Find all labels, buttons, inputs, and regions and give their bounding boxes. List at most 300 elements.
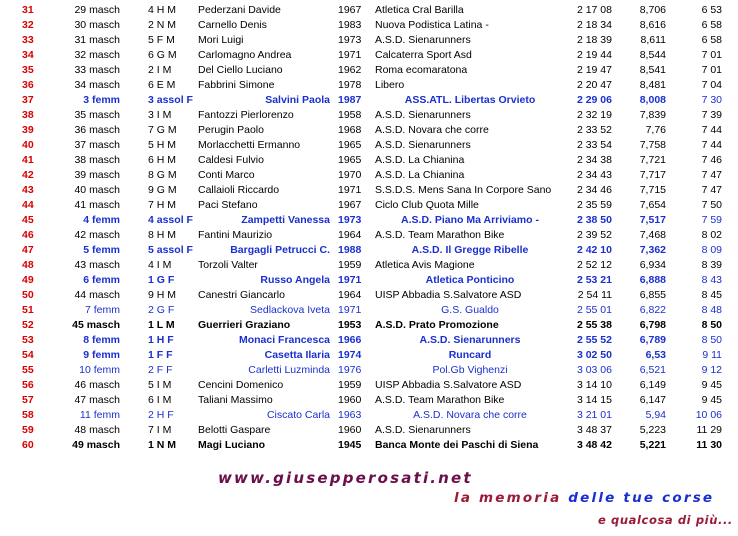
club-cell: S.S.D.S. Mens Sana In Corpore Sano — [375, 184, 552, 196]
speed-cell: 6,789 — [639, 334, 666, 346]
finish-time-cell: 3 21 01 — [576, 409, 612, 421]
category-rank-cell: 6 femm — [83, 274, 120, 286]
finish-time-cell: 2 34 46 — [576, 184, 612, 196]
position-cell: 44 — [22, 199, 34, 211]
age-group-rank-cell: 1 G F — [148, 274, 175, 286]
pace-cell: 6 53 — [701, 4, 722, 16]
table-row — [0, 18, 738, 33]
category-rank-cell: 38 masch — [74, 154, 120, 166]
birth-year-cell: 1968 — [338, 124, 362, 136]
athlete-name-cell: Ciscato Carla — [266, 409, 330, 421]
finish-time-cell: 2 34 43 — [576, 169, 612, 181]
club-cell: Banca Monte dei Paschi di Siena — [375, 439, 539, 451]
birth-year-cell: 1960 — [338, 394, 362, 406]
finish-time-cell: 3 02 50 — [576, 349, 612, 361]
club-cell: A.S.D. Il Gregge Ribelle — [411, 244, 529, 256]
table-row — [0, 123, 738, 138]
pace-cell: 9 11 — [702, 349, 722, 361]
speed-cell: 8,481 — [639, 79, 666, 91]
age-group-rank-cell: 2 H F — [148, 409, 174, 421]
club-cell: A.S.D. Team Marathon Bike — [375, 394, 505, 406]
category-rank-cell: 11 femm — [79, 409, 120, 421]
athlete-name-cell: Paci Stefano — [198, 199, 258, 211]
age-group-rank-cell: 8 G M — [148, 169, 177, 181]
athlete-name-cell: Fantozzi Pierlorenzo — [198, 109, 294, 121]
pace-cell: 7 01 — [701, 64, 722, 76]
athlete-name-cell: Morlacchetti Ermanno — [198, 139, 301, 151]
birth-year-cell: 1978 — [338, 79, 362, 91]
birth-year-cell: 1959 — [338, 259, 362, 271]
table-row — [0, 258, 738, 273]
pace-cell: 8 09 — [701, 244, 722, 256]
category-rank-cell: 5 femm — [83, 244, 120, 256]
category-rank-cell: 46 masch — [74, 379, 120, 391]
table-row — [0, 363, 738, 378]
birth-year-cell: 1976 — [338, 364, 362, 376]
athlete-name-cell: Magi Luciano — [198, 439, 266, 451]
athlete-name-cell: Carnello Denis — [198, 19, 267, 31]
finish-time-cell: 3 03 06 — [576, 364, 612, 376]
pace-cell: 6 58 — [701, 34, 722, 46]
pace-cell: 9 12 — [701, 364, 722, 376]
club-cell: A.S.D. La Chianina — [375, 169, 465, 181]
category-rank-cell: 9 femm — [83, 349, 120, 361]
club-cell: Libero — [375, 79, 405, 91]
age-group-rank-cell: 6 E M — [148, 79, 176, 91]
position-cell: 52 — [22, 319, 34, 331]
pace-cell: 7 44 — [701, 139, 722, 151]
pace-cell: 7 44 — [701, 124, 722, 136]
position-cell: 54 — [22, 349, 34, 361]
category-rank-cell: 7 femm — [84, 304, 120, 316]
athlete-name-cell: Conti Marco — [198, 169, 255, 181]
athlete-name-cell: Russo Angela — [260, 274, 330, 286]
athlete-name-cell: Callaioli Riccardo — [198, 184, 280, 196]
club-cell: UISP Abbadia S.Salvatore ASD — [375, 289, 522, 301]
finish-time-cell: 2 52 12 — [576, 259, 612, 271]
table-row — [0, 198, 738, 213]
category-rank-cell: 45 masch — [72, 319, 120, 331]
age-group-rank-cell: 1 F F — [148, 349, 173, 361]
age-group-rank-cell: 9 G M — [148, 184, 177, 196]
category-rank-cell: 40 masch — [74, 184, 120, 196]
age-group-rank-cell: 4 assol F — [148, 214, 193, 226]
position-cell: 48 — [22, 259, 34, 271]
finish-time-cell: 2 42 10 — [576, 244, 612, 256]
athlete-name-cell: Salvini Paola — [265, 94, 330, 106]
table-row — [0, 3, 738, 18]
athlete-name-cell: Cencini Domenico — [198, 379, 284, 391]
birth-year-cell: 1987 — [338, 94, 362, 106]
birth-year-cell: 1964 — [338, 289, 362, 301]
finish-time-cell: 3 14 10 — [576, 379, 612, 391]
age-group-rank-cell: 9 H M — [148, 289, 177, 301]
category-rank-cell: 8 femm — [83, 334, 120, 346]
club-cell: Atletica Cral Barilla — [375, 4, 464, 16]
position-cell: 53 — [22, 334, 34, 346]
position-cell: 38 — [22, 109, 34, 121]
table-row — [0, 393, 738, 408]
table-row — [0, 108, 738, 123]
age-group-rank-cell: 5 H M — [148, 139, 177, 151]
speed-cell: 6,855 — [639, 289, 666, 301]
age-group-rank-cell: 6 G M — [148, 49, 177, 61]
speed-cell: 8,541 — [639, 64, 666, 76]
club-cell: A.S.D. Prato Promozione — [375, 319, 499, 331]
category-rank-cell: 3 femm — [83, 94, 120, 106]
birth-year-cell: 1967 — [338, 4, 362, 16]
speed-cell: 5,221 — [639, 439, 666, 451]
pace-cell: 7 47 — [701, 169, 722, 181]
birth-year-cell: 1960 — [338, 424, 362, 436]
category-rank-cell: 41 masch — [74, 199, 120, 211]
athlete-name-cell: Carlomagno Andrea — [198, 49, 292, 61]
finish-time-cell: 2 55 01 — [576, 304, 612, 316]
pace-cell: 7 01 — [701, 49, 722, 61]
club-cell: Pol.Gb Vighenzi — [432, 364, 508, 376]
finish-time-cell: 2 17 08 — [576, 4, 612, 16]
birth-year-cell: 1962 — [338, 64, 362, 76]
club-cell: A.S.D. Novara che corre — [375, 124, 489, 136]
athlete-name-cell: Fabbrini Simone — [198, 79, 275, 91]
table-row — [0, 48, 738, 63]
speed-cell: 6,822 — [639, 304, 666, 316]
athlete-name-cell: Bargagli Petrucci C. — [230, 244, 330, 256]
pace-cell: 9 45 — [701, 394, 722, 406]
club-cell: Calcaterra Sport Asd — [375, 49, 472, 61]
table-row — [0, 33, 738, 48]
category-rank-cell: 10 femm — [79, 364, 120, 376]
birth-year-cell: 1953 — [338, 319, 362, 331]
table-row — [0, 288, 738, 303]
club-cell: A.S.D. Novara che corre — [413, 409, 527, 421]
subline: e qualcosa di più... — [598, 513, 733, 527]
pace-cell: 7 39 — [701, 109, 722, 121]
age-group-rank-cell: 7 H M — [148, 199, 177, 211]
speed-cell: 6,888 — [639, 274, 666, 286]
athlete-name-cell: Sedlackova Iveta — [250, 304, 330, 316]
age-group-rank-cell: 3 assol F — [148, 94, 193, 106]
finish-time-cell: 3 14 15 — [576, 394, 612, 406]
pace-cell: 8 45 — [701, 289, 722, 301]
category-rank-cell: 32 masch — [74, 49, 120, 61]
category-rank-cell: 42 masch — [74, 229, 120, 241]
club-cell: G.S. Gualdo — [441, 304, 499, 316]
finish-time-cell: 2 38 50 — [576, 214, 612, 226]
birth-year-cell: 1964 — [338, 229, 362, 241]
finish-time-cell: 2 55 52 — [576, 334, 612, 346]
age-group-rank-cell: 5 assol F — [148, 244, 193, 256]
club-cell: A.S.D. Sienarunners — [419, 334, 521, 346]
age-group-rank-cell: 6 H M — [148, 154, 177, 166]
birth-year-cell: 1974 — [338, 349, 362, 361]
athlete-name-cell: Carletti Luzminda — [248, 364, 330, 376]
club-cell: A.S.D. Sienarunners — [375, 139, 471, 151]
site-url[interactable]: www.giusepperosati.net — [218, 469, 473, 487]
position-cell: 32 — [22, 19, 34, 31]
pace-cell: 8 48 — [701, 304, 722, 316]
position-cell: 55 — [22, 364, 34, 376]
category-rank-cell: 43 masch — [74, 259, 120, 271]
category-rank-cell: 47 masch — [74, 394, 120, 406]
category-rank-cell: 36 masch — [74, 124, 120, 136]
finish-time-cell: 2 35 59 — [576, 199, 612, 211]
position-cell: 59 — [22, 424, 34, 436]
birth-year-cell: 1967 — [338, 199, 362, 211]
category-rank-cell: 31 masch — [74, 34, 120, 46]
table-row — [0, 93, 738, 108]
table-row — [0, 318, 738, 333]
category-rank-cell: 44 masch — [74, 289, 120, 301]
age-group-rank-cell: 4 I M — [148, 259, 172, 271]
pace-cell: 7 59 — [701, 214, 722, 226]
club-cell: A.S.D. Sienarunners — [375, 424, 471, 436]
birth-year-cell: 1965 — [338, 139, 362, 151]
pace-cell: 7 46 — [701, 154, 722, 166]
table-row — [0, 348, 738, 363]
finish-time-cell: 2 18 39 — [576, 34, 612, 46]
birth-year-cell: 1965 — [338, 154, 362, 166]
birth-year-cell: 1973 — [338, 34, 362, 46]
position-cell: 37 — [22, 94, 34, 106]
category-rank-cell: 4 femm — [83, 214, 120, 226]
tagline-part2: delle tue corse — [561, 490, 715, 506]
position-cell: 36 — [22, 79, 34, 91]
table-row — [0, 378, 738, 393]
position-cell: 50 — [22, 289, 34, 301]
pace-cell: 7 04 — [701, 79, 722, 91]
position-cell: 57 — [22, 394, 34, 406]
finish-time-cell: 2 19 47 — [576, 64, 612, 76]
speed-cell: 7,839 — [639, 109, 666, 121]
category-rank-cell: 35 masch — [74, 109, 120, 121]
pace-cell: 8 02 — [701, 229, 722, 241]
pace-cell: 8 50 — [701, 334, 722, 346]
speed-cell: 8,611 — [640, 34, 666, 46]
position-cell: 46 — [22, 229, 34, 241]
pace-cell: 7 30 — [701, 94, 722, 106]
athlete-name-cell: Mori Luigi — [198, 34, 244, 46]
speed-cell: 6,53 — [645, 349, 666, 361]
pace-cell: 10 06 — [695, 409, 722, 421]
pace-cell: 8 50 — [701, 319, 722, 331]
club-cell: Runcard — [448, 349, 492, 361]
club-cell: Roma ecomaratona — [375, 64, 468, 76]
athlete-name-cell: Perugin Paolo — [198, 124, 264, 136]
pace-cell: 8 43 — [701, 274, 722, 286]
speed-cell: 6,149 — [639, 379, 666, 391]
position-cell: 41 — [22, 154, 34, 166]
finish-time-cell: 2 55 38 — [576, 319, 612, 331]
position-cell: 40 — [22, 139, 34, 151]
age-group-rank-cell: 2 G F — [148, 304, 175, 316]
age-group-rank-cell: 7 G M — [148, 124, 177, 136]
pace-cell: 9 45 — [701, 379, 722, 391]
club-cell: UISP Abbadia S.Salvatore ASD — [375, 379, 522, 391]
pace-cell: 11 30 — [696, 439, 722, 451]
birth-year-cell: 1988 — [338, 244, 362, 256]
speed-cell: 7,654 — [639, 199, 666, 211]
finish-time-cell: 2 39 52 — [576, 229, 612, 241]
position-cell: 51 — [22, 304, 34, 316]
athlete-name-cell: Torzoli Valter — [198, 259, 258, 271]
position-cell: 58 — [22, 409, 34, 421]
speed-cell: 8,008 — [639, 94, 666, 106]
table-row — [0, 213, 738, 228]
position-cell: 33 — [22, 34, 34, 46]
athlete-name-cell: Zampetti Vanessa — [241, 214, 330, 226]
athlete-name-cell: Fantini Maurizio — [198, 229, 273, 241]
finish-time-cell: 2 20 47 — [576, 79, 612, 91]
position-cell: 42 — [22, 169, 34, 181]
pace-cell: 11 29 — [696, 424, 722, 436]
age-group-rank-cell: 4 H M — [148, 4, 177, 16]
category-rank-cell: 49 masch — [72, 439, 120, 451]
pace-cell: 7 50 — [701, 199, 722, 211]
finish-time-cell: 2 53 21 — [576, 274, 612, 286]
speed-cell: 5,94 — [645, 409, 666, 421]
speed-cell: 7,517 — [639, 214, 666, 226]
club-cell: ASS.ATL. Libertas Orvieto — [404, 94, 536, 106]
results-table — [0, 3, 738, 453]
position-cell: 39 — [22, 124, 34, 136]
finish-time-cell: 2 18 34 — [576, 19, 612, 31]
age-group-rank-cell: 5 F M — [148, 34, 175, 46]
athlete-name-cell: Taliani Massimo — [198, 394, 273, 406]
age-group-rank-cell: 2 N M — [148, 19, 177, 31]
age-group-rank-cell: 8 H M — [148, 229, 177, 241]
club-cell: Ciclo Club Quota Mille — [375, 199, 479, 211]
speed-cell: 6,147 — [639, 394, 666, 406]
birth-year-cell: 1973 — [338, 214, 362, 226]
speed-cell: 7,362 — [639, 244, 666, 256]
speed-cell: 7,76 — [645, 124, 666, 136]
table-row — [0, 168, 738, 183]
birth-year-cell: 1958 — [338, 109, 362, 121]
finish-time-cell: 3 48 37 — [576, 424, 612, 436]
athlete-name-cell: Caldesi Fulvio — [198, 154, 264, 166]
finish-time-cell: 2 19 44 — [576, 49, 612, 61]
table-row — [0, 303, 738, 318]
position-cell: 34 — [22, 49, 34, 61]
birth-year-cell: 1945 — [338, 439, 362, 451]
speed-cell: 7,717 — [639, 169, 666, 181]
athlete-name-cell: Guerrieri Graziano — [198, 319, 291, 331]
table-row — [0, 63, 738, 78]
finish-time-cell: 2 29 06 — [576, 94, 612, 106]
speed-cell: 7,758 — [639, 139, 666, 151]
pace-cell: 7 47 — [701, 184, 722, 196]
age-group-rank-cell: 3 I M — [148, 109, 172, 121]
club-cell: A.S.D. Team Marathon Bike — [375, 229, 505, 241]
pace-cell: 8 39 — [701, 259, 722, 271]
speed-cell: 8,544 — [639, 49, 666, 61]
finish-time-cell: 2 34 38 — [576, 154, 612, 166]
speed-cell: 6,934 — [639, 259, 666, 271]
club-cell: A.S.D. La Chianina — [375, 154, 465, 166]
age-group-rank-cell: 2 I M — [148, 64, 172, 76]
birth-year-cell: 1971 — [338, 49, 362, 61]
speed-cell: 5,223 — [639, 424, 666, 436]
birth-year-cell: 1971 — [338, 184, 362, 196]
category-rank-cell: 37 masch — [74, 139, 120, 151]
club-cell: Nuova Podistica Latina - — [375, 19, 489, 31]
category-rank-cell: 30 masch — [74, 19, 120, 31]
table-row — [0, 273, 738, 288]
athlete-name-cell: Casetta Ilaria — [264, 349, 330, 361]
birth-year-cell: 1963 — [338, 409, 362, 421]
athlete-name-cell: Del Ciello Luciano — [198, 64, 283, 76]
age-group-rank-cell: 1 L M — [148, 319, 175, 331]
table-row — [0, 438, 738, 453]
category-rank-cell: 34 masch — [74, 79, 120, 91]
age-group-rank-cell: 1 N M — [148, 439, 177, 451]
athlete-name-cell: Pederzani Davide — [198, 4, 281, 16]
table-row — [0, 243, 738, 258]
speed-cell: 6,798 — [639, 319, 666, 331]
age-group-rank-cell: 1 H F — [148, 334, 174, 346]
category-rank-cell: 39 masch — [74, 169, 120, 181]
club-cell: A.S.D. Piano Ma Arriviamo - — [401, 214, 539, 226]
club-cell: Atletica Ponticino — [425, 274, 515, 286]
speed-cell: 8,706 — [639, 4, 666, 16]
table-row — [0, 153, 738, 168]
athlete-name-cell: Canestri Giancarlo — [198, 289, 285, 301]
position-cell: 31 — [22, 4, 34, 16]
speed-cell: 7,715 — [639, 184, 666, 196]
finish-time-cell: 3 48 42 — [576, 439, 612, 451]
speed-cell: 7,468 — [639, 229, 666, 241]
position-cell: 49 — [22, 274, 34, 286]
position-cell: 43 — [22, 184, 34, 196]
position-cell: 60 — [22, 439, 34, 451]
birth-year-cell: 1971 — [338, 304, 362, 316]
table-row — [0, 228, 738, 243]
table-row — [0, 78, 738, 93]
table-row — [0, 408, 738, 423]
speed-cell: 8,616 — [639, 19, 666, 31]
finish-time-cell: 2 33 54 — [576, 139, 612, 151]
athlete-name-cell: Monaci Francesca — [238, 334, 330, 346]
birth-year-cell: 1971 — [338, 274, 362, 286]
tagline-part1: la memoria — [454, 490, 562, 506]
category-rank-cell: 33 masch — [74, 64, 120, 76]
table-row — [0, 333, 738, 348]
club-cell: A.S.D. Sienarunners — [375, 34, 471, 46]
table-row — [0, 138, 738, 153]
age-group-rank-cell: 5 I M — [148, 379, 172, 391]
table-row — [0, 183, 738, 198]
club-cell: A.S.D. Sienarunners — [375, 109, 471, 121]
birth-year-cell: 1983 — [338, 19, 362, 31]
birth-year-cell: 1959 — [338, 379, 362, 391]
category-rank-cell: 29 masch — [74, 4, 120, 16]
position-cell: 56 — [22, 379, 34, 391]
position-cell: 35 — [22, 64, 34, 76]
table-row — [0, 423, 738, 438]
tagline — [454, 490, 738, 506]
club-cell: Atletica Avis Magione — [375, 259, 475, 271]
speed-cell: 7,721 — [639, 154, 666, 166]
age-group-rank-cell: 6 I M — [148, 394, 172, 406]
birth-year-cell: 1970 — [338, 169, 362, 181]
age-group-rank-cell: 2 F F — [148, 364, 173, 376]
birth-year-cell: 1966 — [338, 334, 362, 346]
category-rank-cell: 48 masch — [74, 424, 120, 436]
pace-cell: 6 58 — [701, 19, 722, 31]
finish-time-cell: 2 33 52 — [576, 124, 612, 136]
age-group-rank-cell: 7 I M — [148, 424, 172, 436]
